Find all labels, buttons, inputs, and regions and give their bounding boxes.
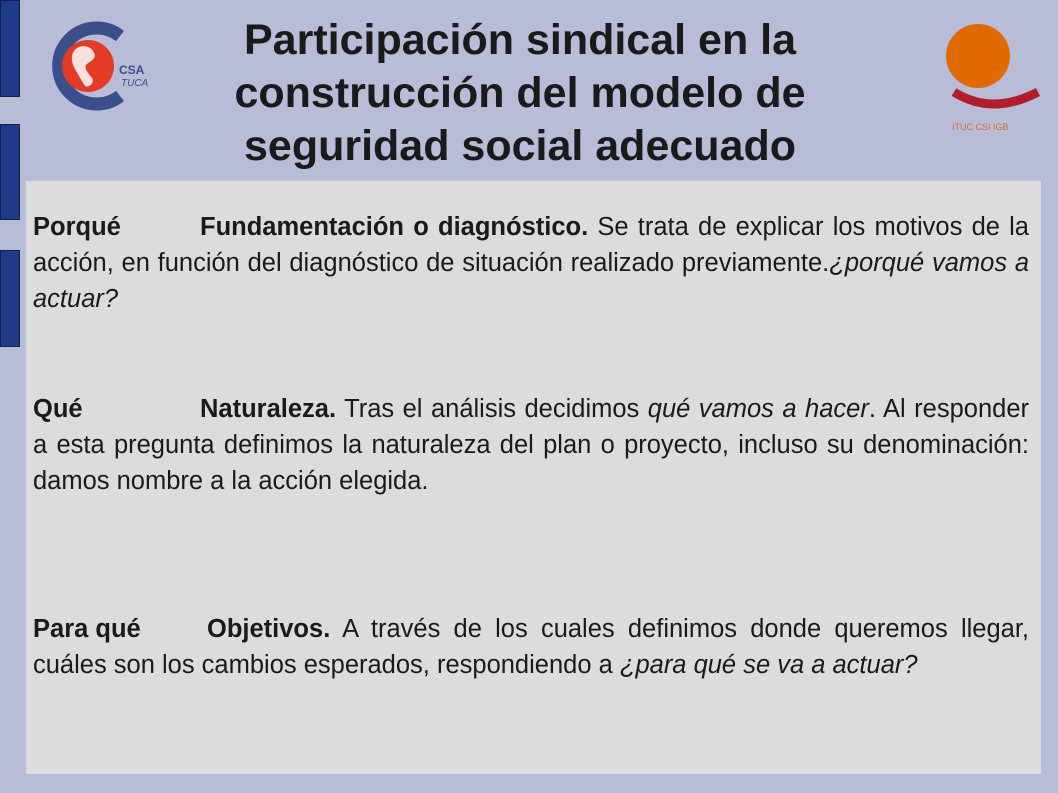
- item-keyword: Objetivos.: [207, 615, 331, 643]
- ituc-logo: [940, 20, 1044, 132]
- side-bar-top: [0, 0, 20, 97]
- item-que: [33, 391, 1029, 499]
- page-title: [180, 14, 860, 173]
- item-italic: ¿para qué se va a actuar?: [619, 651, 918, 679]
- item-keyword: Fundamentación o diagnóstico.: [200, 213, 589, 241]
- item-tail: . Al responder a esta pregunta definimos la naturaleza del plan o proyecto, incluso su denominación: damos nombre a la acción elegida.: [33, 395, 1029, 495]
- title-line: seguridad social adecuado: [243, 122, 796, 170]
- title-line: construcción del modelo de: [234, 69, 806, 117]
- item-label: Porqué: [33, 213, 121, 241]
- item-keyword: Naturaleza.: [200, 395, 337, 423]
- item-para-que: [33, 611, 1029, 683]
- item-label: Para qué: [33, 615, 141, 643]
- side-bar-middle: [0, 124, 20, 220]
- item-text: Tras el análisis decidimos: [336, 395, 648, 423]
- item-porque: [33, 209, 1029, 317]
- tuca-text: TUCA: [121, 78, 149, 89]
- item-text: A través de los cuales definimos donde queremos llegar, cuáles son los cambios esperados, respondiendo a: [33, 615, 1029, 679]
- item-italic: ¿porqué vamos a actuar?: [33, 249, 1029, 313]
- content-panel: [26, 181, 1041, 774]
- item-text: Se trata de explicar los motivos de la acción, en función del diagnóstico de situación realizado previamente.: [33, 213, 1029, 277]
- item-label: Qué: [33, 395, 83, 423]
- csa-text: CSA: [119, 63, 145, 77]
- item-italic: qué vamos a hacer: [647, 395, 869, 423]
- csa-tuca-logo: [42, 20, 154, 112]
- ituc-caption: ITUC CSI IGB: [952, 122, 1009, 132]
- title-line: Participación sindical en la: [243, 16, 797, 64]
- side-bar-bottom: [0, 250, 20, 347]
